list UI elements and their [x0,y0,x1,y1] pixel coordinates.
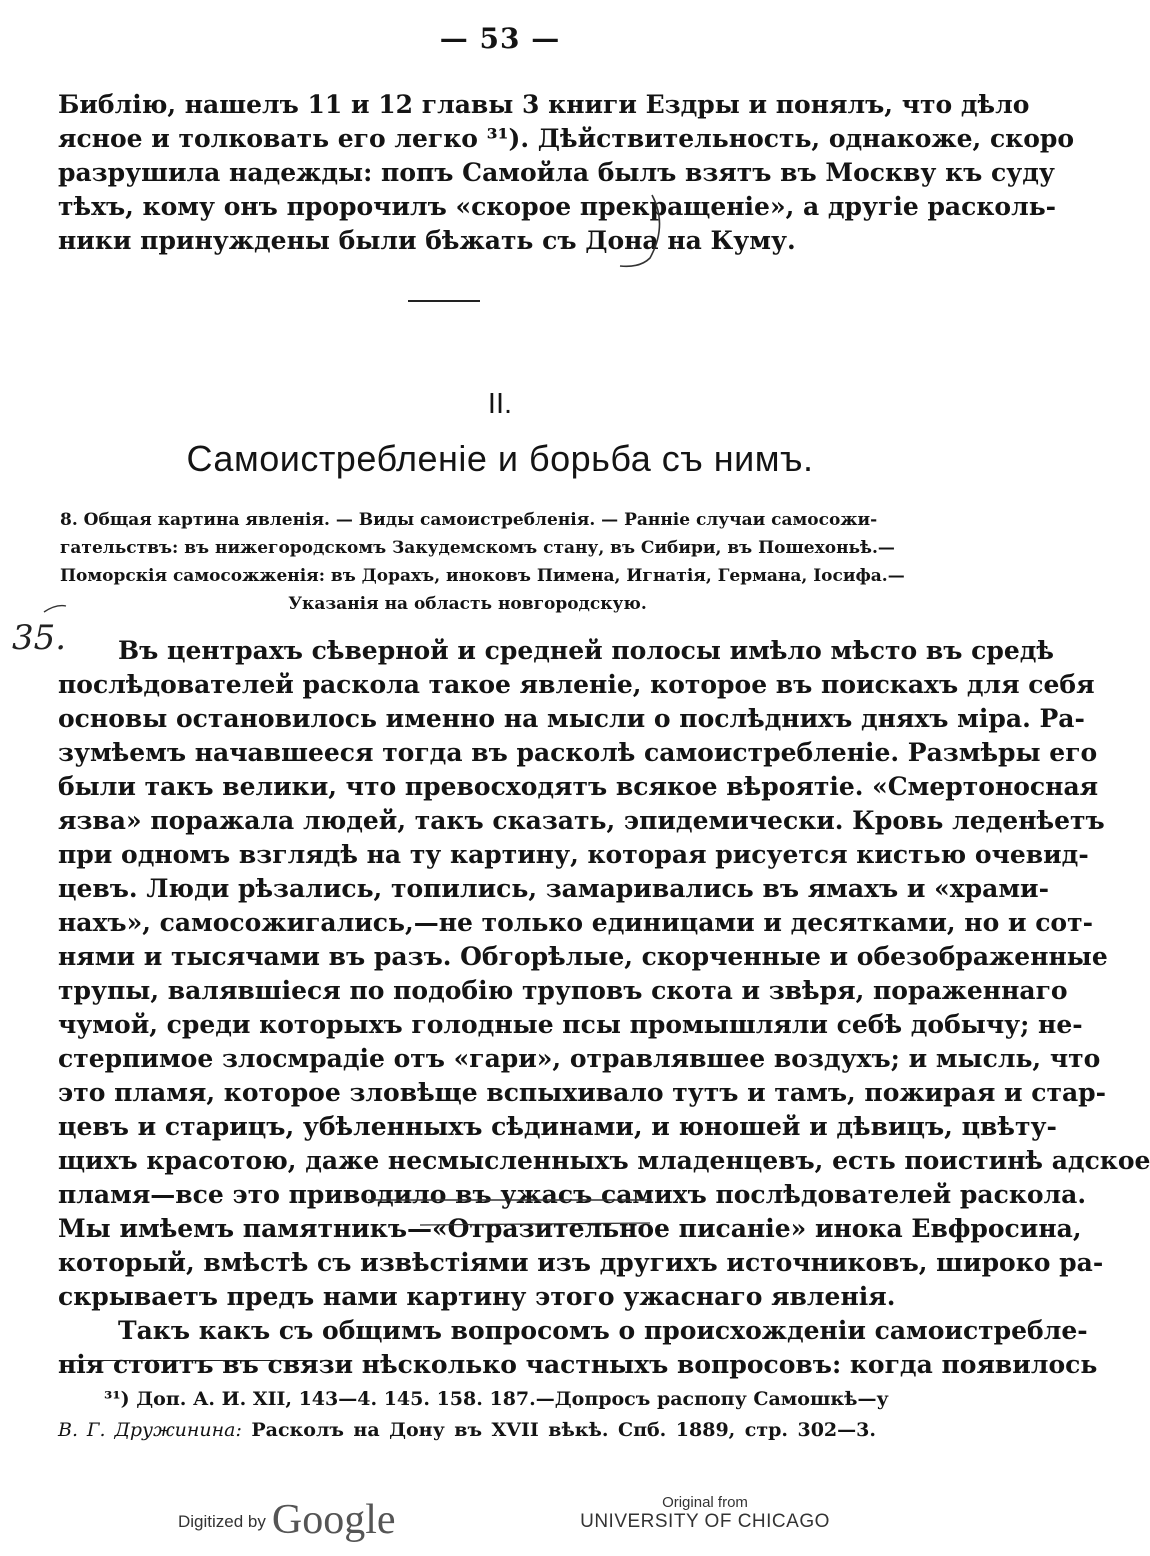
text-line: чумой, среди которыхъ голодные псы промышляли себѣ добычу; не- [58,1010,1083,1039]
text-line: были такъ велики, что превосходятъ всякое вѣроятіе. «Смертоносная [58,772,1099,801]
text-line: язва» поражала людей, такъ сказать, эпидемически. Кровь леденѣетъ [58,806,1105,835]
text-line: ясное и толковать его легко ³¹). Дѣйствительность, однакоже, скоро [58,124,1075,153]
google-logo: Google [271,1497,396,1543]
footnote-citation: Расколъ на Дону въ XVII вѣкѣ. Спб. 1889, стр. 302—3. [241,1419,876,1441]
text-line: при одномъ взглядѣ на ту картину, которая рисуется кистью очевид- [58,840,1089,869]
text-line: трупы, валявшіеся по подобію труповъ скота и звѣря, пораженнаго [58,976,1068,1005]
pencil-bracket-mark [620,195,660,266]
text-line: нія стоитъ въ связи нѣсколько частныхъ вопросовъ: когда появилось [58,1350,1098,1379]
pencil-underline-mark [420,1223,650,1225]
text-line: Мы имѣемъ памятникъ—«Отразительное писаніе» инока Евфросина, [58,1214,1082,1243]
text-line: щихъ красотою, даже несмысленныхъ младенцевъ, есть поистинѣ адское [58,1146,1150,1175]
summary-line: Поморскія самосожженія: въ Дорахъ, иноковъ Пимена, Игнатія, Германа, Іосифа.— [60,566,905,586]
digitized-by-label: Digitized by [178,1512,266,1531]
original-from [560,1494,850,1533]
pencil-margin-stroke [44,606,66,612]
page-number: — 53 — [439,22,561,55]
summary-line: Указанія на область новгородскую. [288,594,647,614]
handwritten-margin-note: 35. [12,618,67,658]
text-line: Въ центрахъ сѣверной и средней полосы имѣло мѣсто въ средѣ [118,636,1054,665]
text-line: основы остановилось именно на мысли о послѣднихъ дняхъ міра. Ра- [58,704,1085,733]
text-line: который, вмѣстѣ съ извѣстіями изъ другихъ источниковъ, широко ра- [58,1248,1104,1277]
footnote-line: ³¹) Доп. А. И. XII, 143—4. 145. 158. 187.—Допросъ распопу Самошкѣ—у [104,1388,889,1410]
text-line: цевъ. Люди рѣзались, топились, замаривались въ ямахъ и «храми- [58,874,1049,903]
text-line: Библію, нашелъ 11 и 12 главы 3 книги Ездры и понялъ, что дѣло [58,90,1030,119]
text-line: нахъ», самосожигались,—не только единицами и десятками, но и сот- [58,908,1093,937]
text-line: пламя—все это приводило въ ужасъ самихъ послѣдователей раскола. [58,1180,1087,1209]
summary-line: 8. Общая картина явленія. — Виды самоистребленія. — Ранніе случаи самосожи- [60,510,878,530]
text-line: цевъ и старицъ, убѣленныхъ сѣдинами, и юношей и дѣвицъ, цвѣту- [58,1112,1057,1141]
footnote-author: В. Г. Дружинина: [58,1419,242,1441]
text-line: разрушила надежды: попъ Самойла былъ взятъ въ Москву къ суду [58,158,1055,187]
text-line: стерпимое злосмрадіе отъ «гари», отравлявшее воздухъ; и мысль, что [58,1044,1101,1073]
text-line: ники принуждены были бѣжать съ Дона на Куму. [58,226,796,255]
text-line: нями и тысячами въ разъ. Обгорѣлые, скорченные и обезображенные [58,942,1108,971]
text-line: тѣхъ, кому онъ пророчилъ «скорое прекращеніе», а другіе расколь- [58,192,1057,221]
text-line: скрываетъ предъ нами картину этого ужаснаго явленія. [58,1282,896,1311]
section-numeral: II. [487,388,513,420]
digitized-by-google [178,1496,396,1544]
text-line: Такъ какъ съ общимъ вопросомъ о происхожденіи самоистребле- [118,1316,1088,1345]
text-line: зумѣемъ начавшееся тогда въ расколѣ самоистребленіе. Размѣры его [58,738,1098,767]
text-line: послѣдователей раскола такое явленіе, которое въ поискахъ для себя [58,670,1095,699]
summary-line: гательствъ: въ нижегородскомъ Закудемскомъ стану, въ Сибири, въ Пошехоньѣ.— [60,538,895,558]
original-from-label: Original from [662,1494,748,1511]
text-line: это пламя, которое зловѣще вспыхивало тутъ и тамъ, пожирая и стар- [58,1078,1107,1107]
section-title: Самоистребленіе и борьба съ нимъ. [186,438,814,479]
institution-name: UNIVERSITY OF CHICAGO [580,1511,830,1532]
